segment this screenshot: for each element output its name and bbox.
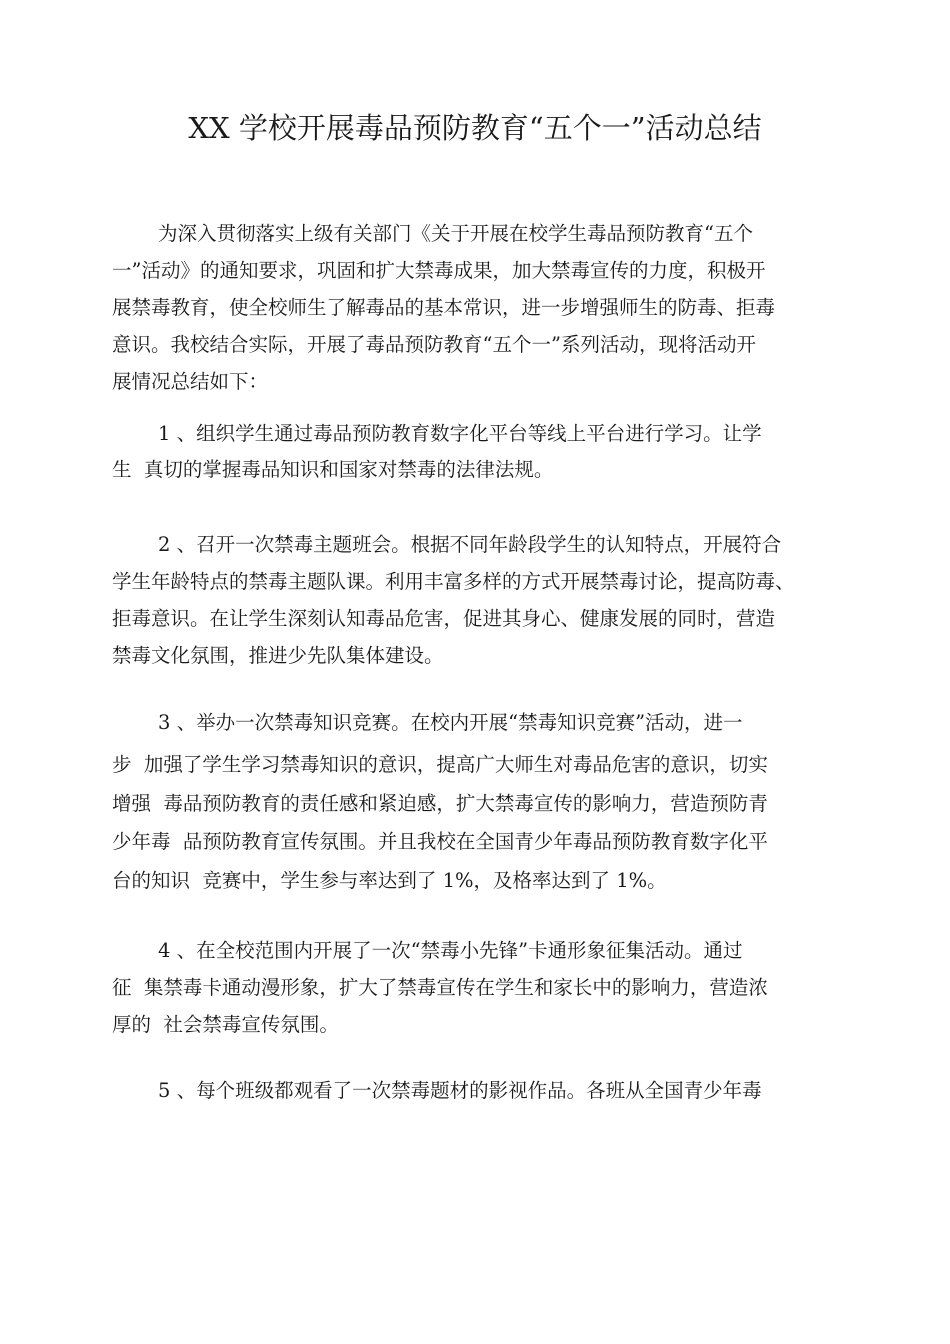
item2-line-4: 禁毒文化氛围，推进少先队集体建设。: [112, 644, 444, 667]
item3-line-4: 少年毒 品预防教育宣传氛围。并且我校在全国青少年毒品预防教育数字化平: [112, 830, 768, 853]
item1-line-1: 1 、组织学生通过毒品预防教育数字化平台等线上平台进行学习。让学: [158, 422, 762, 445]
item1-line-2: 生 真切的掌握毒品知识和国家对禁毒的法律法规。: [112, 458, 554, 481]
intro-line-3: 展禁毒教育，使全校师生了解毒品的基本常识，进一步增强师生的防毒、拒毒: [112, 296, 776, 319]
item2-line-3: 拒毒意识。在让学生深刻认知毒品危害，促进其身心、健康发展的同时，营造: [112, 607, 776, 630]
intro-line-2: 一”活动》的通知要求，巩固和扩大禁毒成果，加大禁毒宣传的力度，积极开: [112, 259, 766, 282]
item3-line-1: 3 、举办一次禁毒知识竞赛。在校内开展“禁毒知识竞赛”活动，进一: [158, 711, 743, 734]
item3-line-2: 步 加强了学生学习禁毒知识的意识，提高广大师生对毒品危害的意识，切实: [112, 753, 768, 776]
item4-line-1: 4 、在全校范围内开展了一次“禁毒小先锋”卡通形象征集活动。通过: [158, 939, 743, 962]
intro-line-4: 意识。我校结合实际，开展了毒品预防教育“五个一”系列活动，现将活动开: [112, 333, 756, 356]
item4-line-3: 厚的 社会禁毒宣传氛围。: [112, 1013, 339, 1036]
intro-line-5: 展情况总结如下：: [112, 370, 269, 393]
item4-line-2: 征 集禁毒卡通动漫形象，扩大了禁毒宣传在学生和家长中的影响力，营造浓: [112, 976, 768, 999]
item5-line-1: 5 、每个班级都观看了一次禁毒题材的影视作品。各班从全国青少年毒: [158, 1079, 762, 1102]
item3-line-5: 台的知识 竞赛中，学生参与率达到了 1%，及格率达到了 1%。: [112, 869, 667, 892]
intro-line-1: 为深入贯彻落实上级有关部门《关于开展在校学生毒品预防教育“五个: [158, 222, 753, 245]
item3-line-3: 增强 毒品预防教育的责任感和紧迫感，扩大禁毒宣传的影响力，营造预防青: [112, 792, 768, 815]
item2-line-1: 2 、召开一次禁毒主题班会。根据不同年龄段学生的认知特点，开展符合: [158, 533, 782, 556]
document-title: XX 学校开展毒品预防教育“五个一”活动总结: [188, 111, 762, 145]
item2-line-2: 学生年龄特点的禁毒主题队课。利用丰富多样的方式开展禁毒讨论，提高防毒、: [112, 570, 795, 593]
